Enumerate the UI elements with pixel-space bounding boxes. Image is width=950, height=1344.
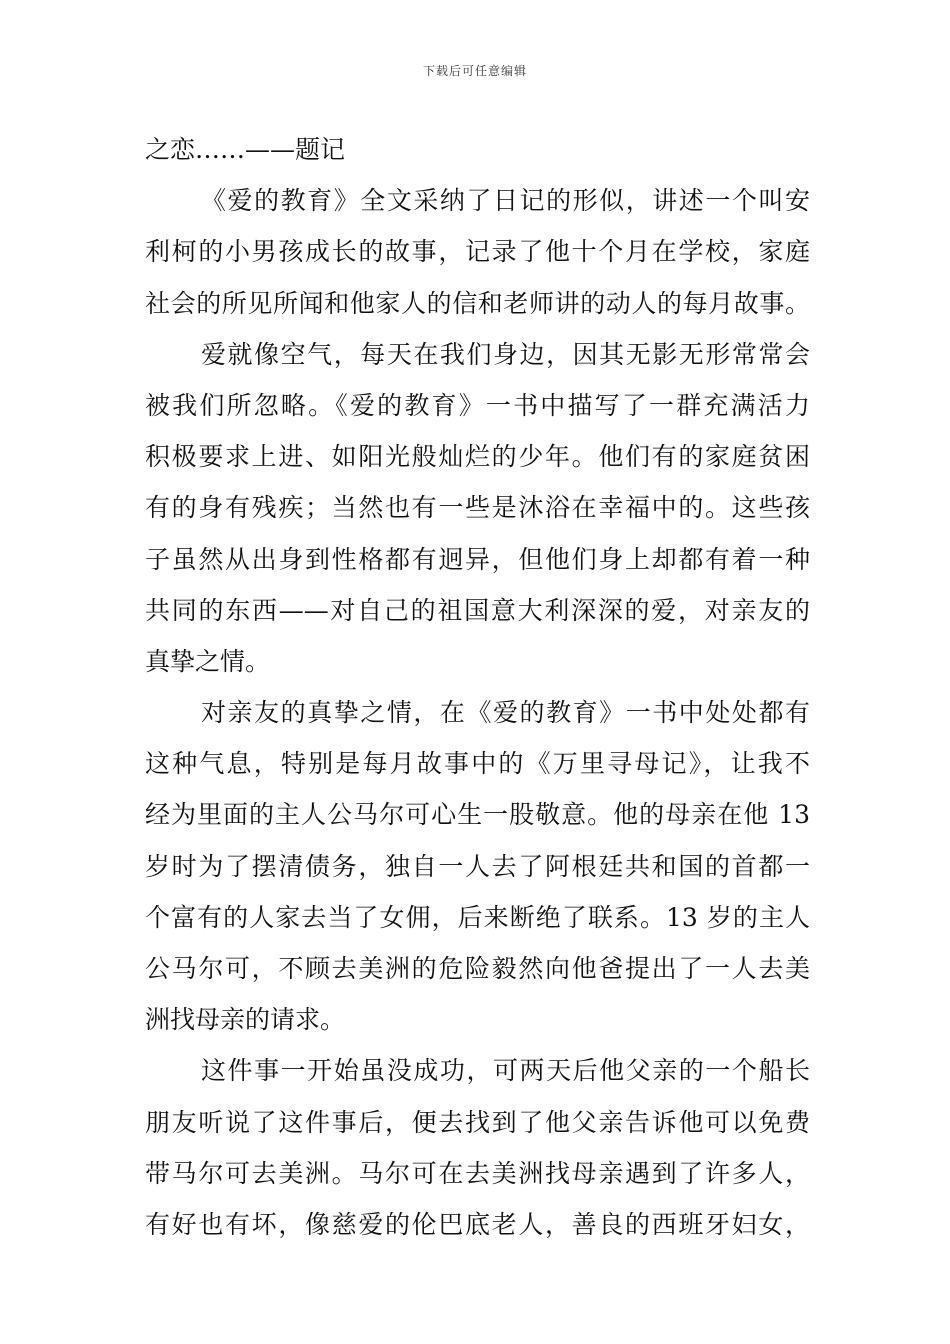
text-line: 之恋……——题记 [145,135,346,164]
text-line: 公马尔可，不顾去美洲的危险毅然向他爸提出了一人去美 [145,954,810,983]
text-line: 经为里面的主人公马尔可心生一股敬意。他的母亲在他 13 [145,800,810,830]
text-line: 有的身有残疾；当然也有一些是沐浴在幸福中的。这些孩 [145,493,810,523]
text-line: 有好也有坏，像慈爱的伦巴底老人，善良的西班牙妇女， [145,1209,810,1239]
document-body [145,124,810,1250]
text-line: 真挚之情。 [145,646,271,676]
text-line: 这种气息，特别是每月故事中的《万里寻母记》，让我不 [145,749,810,779]
text-line: 社会的所见所闻和他家人的信和老师讲的动人的每月故事。 [145,288,810,318]
text-line: 爱就像空气，每天在我们身边，因其无影无形常常会 [201,339,810,369]
text-line: 共同的东西——对自己的祖国意大利深深的爱，对亲友的 [145,595,810,625]
text-line: 带马尔可去美洲。马尔可在去美洲找母亲遇到了许多人， [145,1158,810,1188]
text-line: 《爱的教育》全文采纳了日记的形似，讲述一个叫安 [201,186,810,216]
text-line: 积极要求上进、如阳光般灿烂的少年。他们有的家庭贫困 [145,442,810,472]
text-line: 岁时为了摆清债务，独自一人去了阿根廷共和国的首都一 [145,851,810,881]
text-line: 朋友听说了这件事后，便去找到了他父亲告诉他可以免费 [145,1107,810,1137]
text-line: 利柯的小男孩成长的故事，记录了他十个月在学校，家庭 [145,237,810,267]
page-header: 下载后可任意编辑 [422,64,527,78]
text-line: 子虽然从出身到性格都有迥异，但他们身上却都有着一种 [145,544,810,574]
text-line: 个富有的人家去当了女佣，后来断绝了联系。13 岁的主人 [145,902,810,932]
text-line: 被我们所忽略。《爱的教育》一书中描写了一群充满活力 [145,390,810,420]
text-line: 这件事一开始虽没成功，可两天后他父亲的一个船长 [201,1056,810,1086]
text-line: 对亲友的真挚之情，在《爱的教育》一书中处处都有 [201,698,810,728]
text-line: 洲找母亲的请求。 [145,1005,346,1035]
